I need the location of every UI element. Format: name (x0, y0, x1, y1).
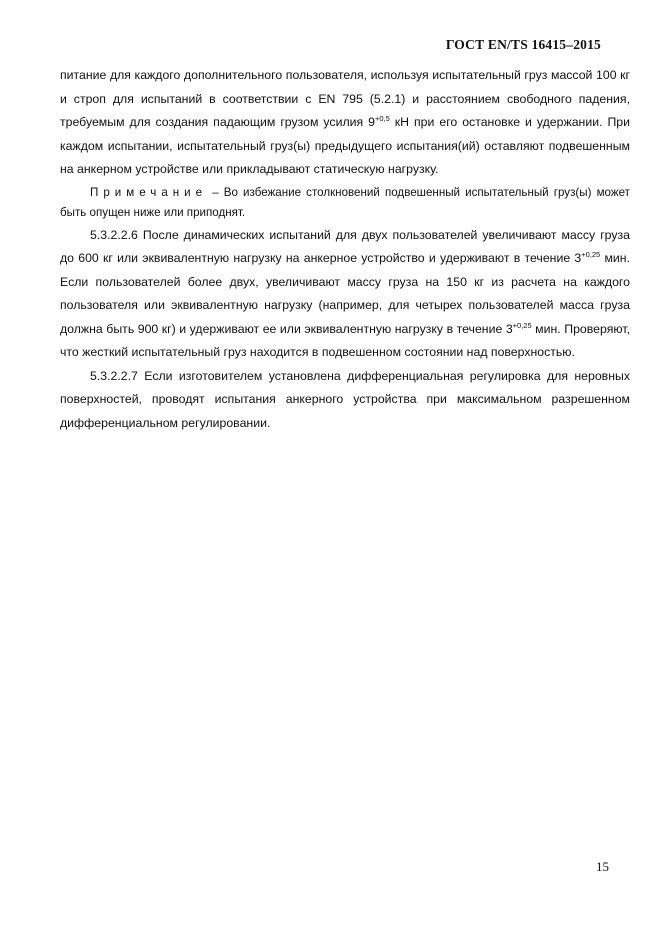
paragraph-text: кН при его остановке и удержании. При каждом испытании, испытательный груз(ы) предыдущего испытания(ий) оставляют подвешенным на анкерном устройстве или прикладывают статическую нагрузку. (60, 115, 631, 176)
paragraph-continuation (60, 64, 630, 182)
paragraph-text: 5.3.2.2.6 После динамических испытаний для двух пользователей увеличивают массу груза до 600 кг или эквивалентную нагрузку на анкерное устройство и удерживают в течение 3 (60, 227, 630, 265)
clause-5-3-2-2-7: 5.3.2.2.7 Если изготовителем установлена дифференциальная регулировка для неровных поверхностей, проводят испытания анкерного устройства при максимальном разрешенном дифференциальном регулировании. (60, 368, 630, 430)
note-paragraph (60, 183, 630, 224)
paragraph-text: мин. Проверяют, что жесткий испытательный груз находится в подвешенном состоянии над поверхностью. (60, 321, 630, 359)
document-header: ГОСТ EN/TS 16415–2015 (445, 37, 601, 52)
clause-5-3-2-2-6 (60, 224, 630, 365)
paragraph-text: питание для каждого дополнительного пользователя, используя испытательный груз массой 100 кг и строп для испытаний в соответствии с EN 795 (5.2.1) и расстоянием свободного падения, требуемым для создания падающим грузом усилия 9 (60, 68, 630, 129)
note-text: – Во избежание столкновений подвешенный испытательный груз(ы) может быть опущен ниже или приподнят. (60, 185, 630, 219)
tolerance-superscript: +0,5 (374, 114, 390, 123)
document-body (60, 64, 630, 435)
page-number: 15 (596, 859, 609, 874)
tolerance-superscript: +0,25 (512, 320, 532, 330)
note-label: Примечание (90, 185, 208, 199)
paragraph-text: мин. Если пользователей более двух, увеличивают массу груза на 150 кг из расчета на каждого пользователя или эквивалентную нагрузку (например, для четырех пользователей масса груза должна быть 900 кг) и удерживают ее или эквивалентную нагрузку в течение 3 (60, 251, 631, 336)
tolerance-superscript: +0,25 (581, 250, 601, 259)
